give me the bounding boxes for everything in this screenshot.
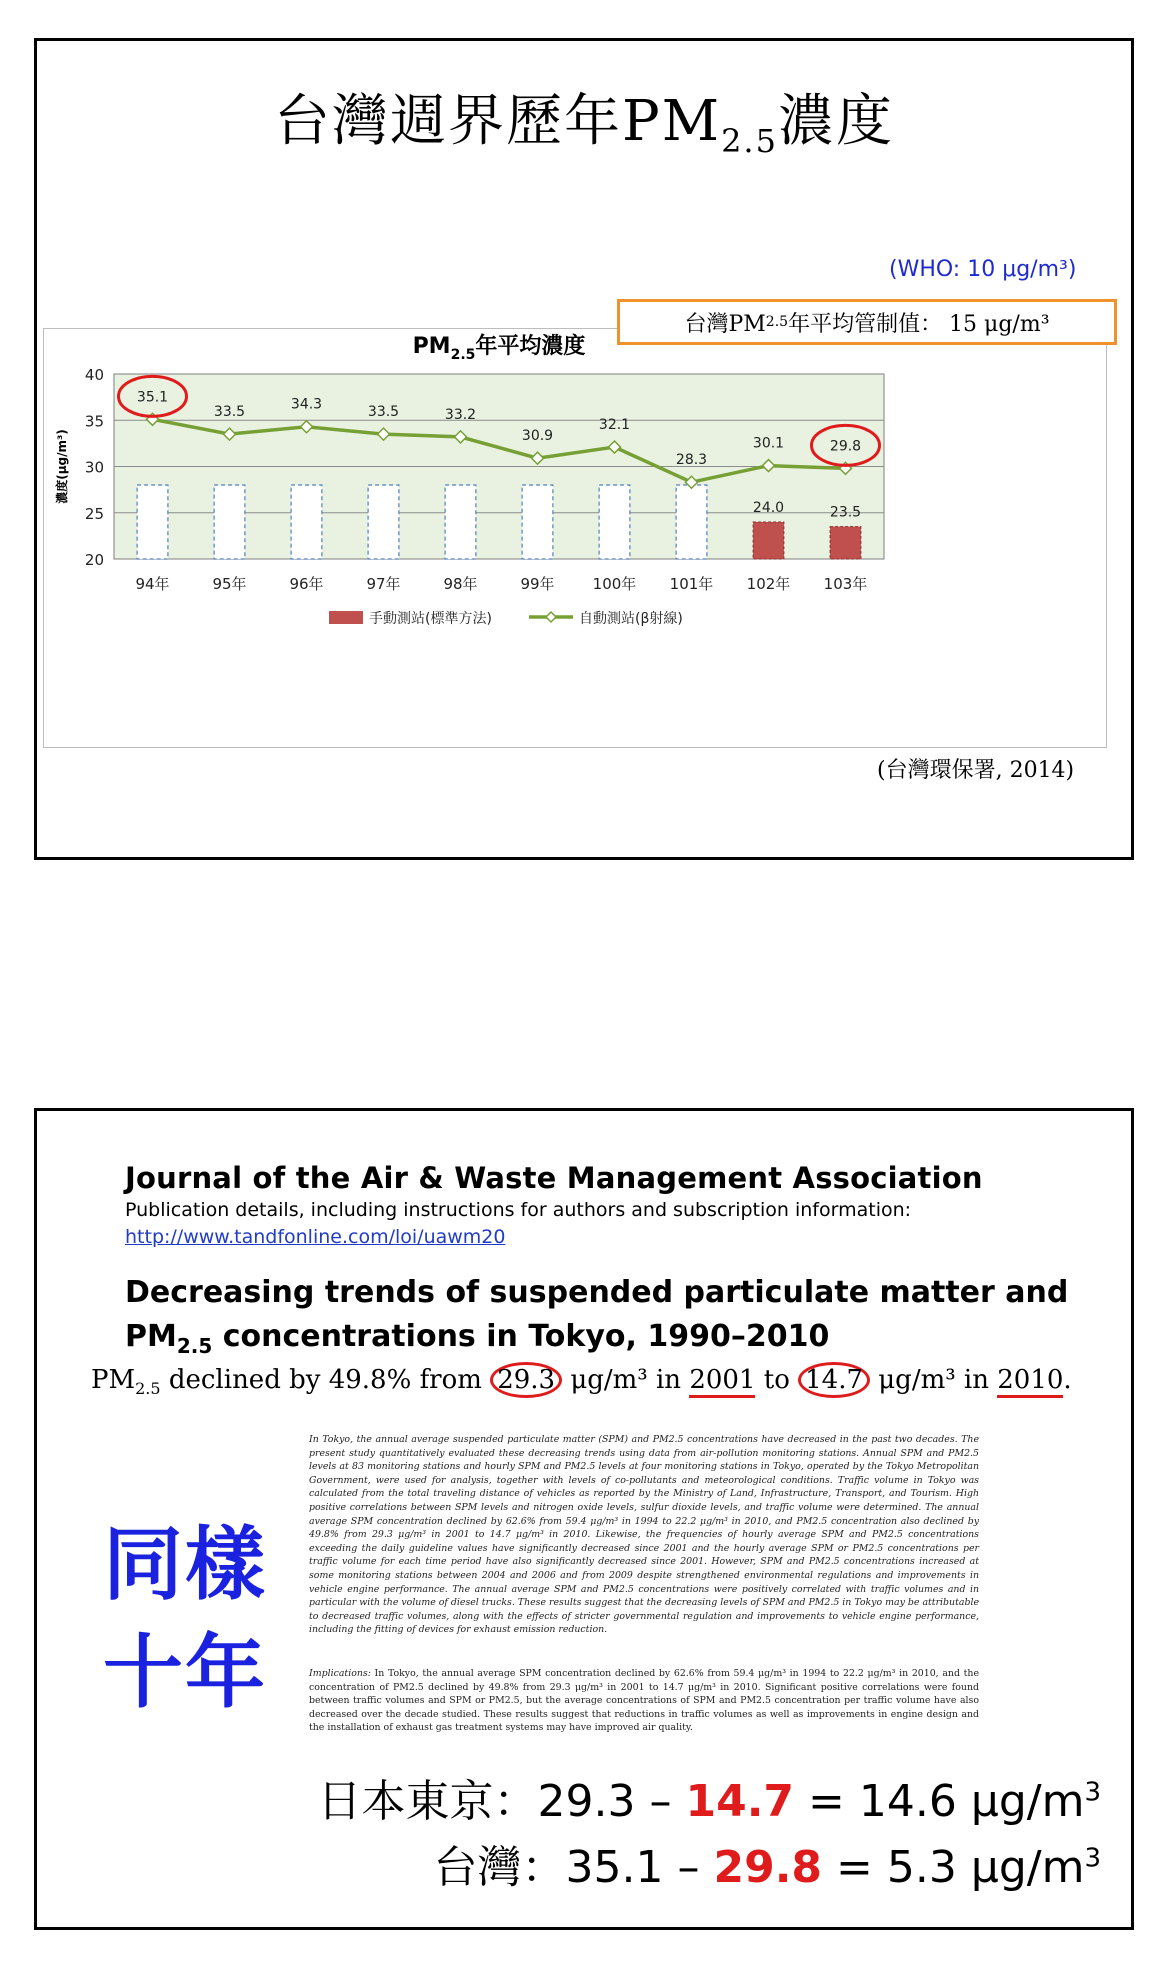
line-data-label: 30.1 [752, 435, 785, 452]
slide-title-main: 台灣週界歷年PM [274, 89, 722, 154]
slide-title-tail: 濃度 [777, 89, 894, 154]
x-tick-label: 98年 [443, 575, 478, 593]
bar-data-label: 24.0 [752, 500, 785, 516]
journal-name: Journal of the Air & Waste Management Association [125, 1161, 983, 1195]
y-tick-label: 25 [84, 504, 104, 523]
taiwan-start: ：35.1 – [521, 1842, 714, 1893]
taiwan-comparison [434, 1831, 1101, 1895]
line-data-label: 29.8 [829, 438, 862, 455]
line-data-label: 35.1 [136, 389, 169, 406]
placeholder-bar [445, 485, 476, 559]
y-tick-label: 35 [84, 412, 104, 431]
paper-title-rest: concentrations in Tokyo, 1990–2010 [212, 1319, 830, 1354]
same-decade-callout [103, 1511, 267, 1727]
slide-title-sub: 2.5 [721, 122, 778, 161]
legend-label-manual: 手動測站(標準方法) [369, 611, 492, 627]
publication-details: Publication details, including instructions for authors and subscription information: [125, 1199, 912, 1221]
decline-text-3: to [755, 1365, 790, 1395]
x-tick-label: 94年 [135, 575, 170, 593]
decline-value-2010: 14.7 [798, 1362, 870, 1398]
taiwan-end-value: 29.8 [713, 1842, 823, 1893]
placeholder-bar [522, 485, 553, 559]
legend-label-auto: 自動測站(β射線) [579, 611, 683, 627]
y-tick-label: 30 [84, 458, 104, 477]
placeholder-bar [599, 485, 630, 559]
bar-manual-station [830, 527, 861, 559]
tokyo-result: = 14.6 μg/m [794, 1776, 1085, 1827]
taiwan-label: 台灣 [433, 1842, 522, 1893]
slide-taiwan-pm25 [34, 38, 1134, 860]
line-data-label: 34.3 [290, 396, 323, 413]
x-tick-label: 95年 [212, 575, 247, 593]
source-citation: (台灣環保署, 2014) [877, 758, 1075, 783]
limit-prefix: 台灣PM [684, 311, 766, 337]
paper-title-sub: 2.5 [176, 1334, 213, 1358]
x-tick-label: 97年 [366, 575, 401, 593]
tokyo-end-value: 14.7 [685, 1776, 795, 1827]
bar-data-label: 23.5 [829, 504, 862, 521]
implications-text: In Tokyo, the annual average SPM concentration declined by 62.6% from 59.4 μg/m³ in 1994 to 22.2 μg/m³ in 2010, and the concentration of PM2.5 declined by 49.8% from 29.3 μg/m³ in 2001 to 14.7 μg/m³ in 2010. Significant positive correlations were found between traffic volumes and SPM or PM2.5, but the average concentrations of SPM and PM2.5 concentration per traffic volume have also decreased over the decade studied. These results suggest that reductions in traffic volumes as well as improvements in engine design and the installation of exhaust gas treatment systems may have improved air quality. [309, 1668, 979, 1734]
paper-title-line2 [125, 1315, 1075, 1368]
line-data-label: 28.3 [675, 452, 708, 469]
slide-title [37, 77, 1131, 160]
implications-label: Implications: [309, 1668, 371, 1679]
x-tick-label: 103年 [823, 575, 868, 593]
taiwan-limit-box [617, 299, 1117, 345]
paper-title [125, 1271, 1075, 1368]
pm25-chart [43, 328, 1107, 748]
paper-implications [309, 1667, 979, 1735]
pm25-chart-svg [44, 329, 1106, 747]
decline-text-5: . [1063, 1365, 1072, 1395]
line-data-label: 30.9 [521, 428, 554, 445]
placeholder-bar [214, 485, 245, 559]
decline-value-2001: 29.3 [490, 1362, 562, 1398]
placeholder-bar [137, 485, 168, 559]
x-tick-label: 99年 [520, 575, 555, 593]
line-data-label: 33.5 [367, 404, 400, 421]
slide-tokyo-comparison [34, 1108, 1134, 1930]
who-guideline-note: (WHO: 10 μg/m³) [889, 257, 1077, 282]
decline-pm: PM [91, 1365, 136, 1395]
placeholder-bar [291, 485, 322, 559]
tokyo-start: ：29.3 – [493, 1776, 686, 1827]
taiwan-unit-sup: 3 [1084, 1843, 1101, 1874]
paper-title-pm: PM [125, 1319, 177, 1354]
same-callout-line1: 同樣 [103, 1518, 267, 1611]
decline-sentence [91, 1365, 1072, 1398]
tokyo-label: 日本東京 [317, 1776, 494, 1827]
tokyo-unit-sup: 3 [1084, 1777, 1101, 1808]
decline-year-2001: 2001 [689, 1365, 755, 1398]
legend-marker-auto [546, 612, 556, 622]
bar-manual-station [753, 522, 784, 559]
placeholder-bar [368, 485, 399, 559]
paper-abstract: In Tokyo, the annual average suspended particulate matter (SPM) and PM2.5 concentrations have decreased in the past two decades. The present study quantitatively evaluated these decreasing trends using data from air-pollution monitoring stations. Annual SPM and PM2.5 levels at 83 monitoring stations and hourly SPM and PM2.5 levels at four monitoring stations in Tokyo, operated by the Tokyo Metropolitan Government, were used for analysis, together with levels of co-pollutants and meteorological conditions. Traffic volume in Tokyo was calculated from the total traveling distance of vehicles as reported by the Ministry of Land, Infrastructure, Transport, and Tourism. High positive correlations between SPM levels and nitrogen oxide levels, sulfur dioxide levels, and traffic volume were determined. The annual average SPM concentration declined by 62.6% from 59.4 μg/m³ in 1994 to 22.2 μg/m³ in 2010, and PM2.5 concentration also declined by 49.8% from 29.3 μg/m³ in 2001 to 14.7 μg/m³ in 2010. Likewise, the frequencies of hourly average SPM and PM2.5 concentrations exceeding the daily guideline values have significantly decreased since 2001 and the hourly average SPM or PM2.5 concentrations per traffic volume for each time period have also significantly decreased since 2001. However, SPM and PM2.5 concentrations increased at some monitoring stations between 2004 and 2006 and from 2009 despite strengthened environmental regulations and improvements in vehicle engine performance. The annual average SPM and PM2.5 concentrations were positively correlated with traffic volumes and in particular with the volume of diesel trucks. These results suggest that the decreasing levels of SPM and PM2.5 in Tokyo may be attributable to decreased traffic volumes, along with the effects of stricter governmental regulation and improvements to vehicle engine performance, including the fitting of devices for exhaust emission reduction. [309, 1434, 979, 1636]
chart-title: $PM_{2.5}$年平均濃度 [412, 334, 586, 363]
decline-year-2010: 2010 [997, 1365, 1063, 1398]
same-callout-line2: 十年 [103, 1626, 267, 1719]
limit-sub: 2.5 [765, 314, 789, 330]
decline-pm-sub: 2.5 [135, 1379, 161, 1399]
x-tick-label: 101年 [669, 575, 714, 593]
x-tick-label: 102年 [746, 575, 791, 593]
limit-suffix: 年平均管制值： 15 μg/m³ [788, 311, 1050, 337]
line-data-label: 33.2 [444, 406, 477, 423]
y-tick-label: 20 [84, 551, 104, 569]
taiwan-result: = 5.3 μg/m [822, 1842, 1085, 1893]
tokyo-comparison [318, 1765, 1101, 1829]
decline-text-1: declined by 49.8% from [160, 1365, 482, 1395]
decline-text-4: μg/m³ in [870, 1365, 998, 1395]
legend-swatch-manual [329, 611, 363, 624]
decline-text-2: μg/m³ in [562, 1365, 690, 1395]
placeholder-bar [676, 485, 707, 559]
line-data-label: 32.1 [598, 417, 631, 434]
line-data-label: 33.5 [213, 404, 246, 421]
x-tick-label: 100年 [592, 575, 637, 593]
y-axis-label: 濃度(μg/m³) [55, 429, 69, 504]
journal-link[interactable]: http://www.tandfonline.com/loi/uawm20 [125, 1226, 506, 1248]
x-tick-label: 96年 [289, 575, 324, 593]
paper-title-line1: Decreasing trends of suspended particulate matter and [125, 1275, 1069, 1310]
y-tick-label: 40 [84, 366, 104, 384]
